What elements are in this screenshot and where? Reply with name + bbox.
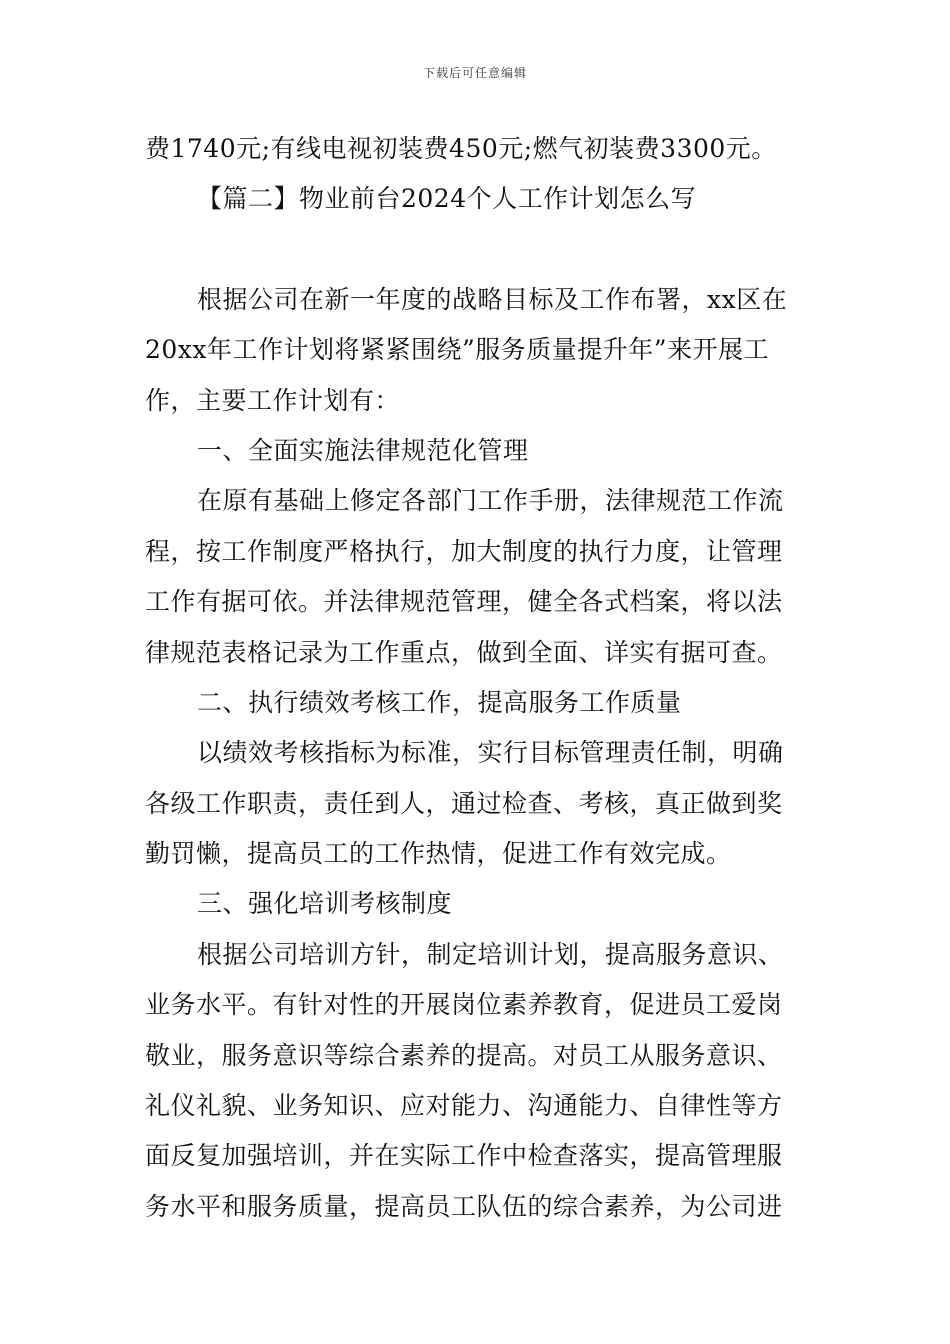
- text-line: 务水平和服务质量，提高员工队伍的综合素养，为公司进: [145, 1191, 783, 1221]
- text-line: 敬业，服务意识等综合素养的提高。对员工从服务意识、: [145, 1040, 783, 1070]
- section-heading: 二、执行绩效考核工作，提高服务工作质量: [197, 687, 682, 717]
- text-line: 律规范表格记录为工作重点，做到全面、详实有据可查。: [145, 637, 783, 667]
- page-header: 下载后可任意编辑: [422, 66, 527, 80]
- text-line: 业务水平。有针对性的开展岗位素养教育，促进员工爱岗: [145, 990, 783, 1020]
- document-body: [145, 124, 810, 1232]
- text-line: 工作有据可依。并法律规范管理，健全各式档案，将以法: [145, 587, 783, 617]
- section-heading: 一、全面实施法律规范化管理: [197, 435, 529, 465]
- text-line: 礼仪礼貌、业务知识、应对能力、沟通能力、自律性等方: [145, 1091, 783, 1121]
- text-line: 作，主要工作计划有：: [145, 385, 401, 415]
- text-line: 20xx年工作计划将紧紧围绕”服务质量提升年”来开展工: [145, 335, 770, 365]
- text-line: 以绩效考核指标为标准，实行目标管理责任制，明确: [197, 738, 784, 768]
- section-heading: 三、强化培训考核制度: [197, 889, 453, 919]
- text-line: 在原有基础上修定各部门工作手册，法律规范工作流: [197, 486, 784, 516]
- text-line: 勤罚懒，提高员工的工作热情，促进工作有效完成。: [145, 839, 732, 869]
- blank-line: [145, 225, 810, 275]
- text-line: 根据公司在新一年度的战略目标及工作布署，xx区在: [197, 284, 788, 314]
- text-line: 各级工作职责，责任到人，通过检查、考核，真正做到奖: [145, 788, 783, 818]
- section-title: 【篇二】物业前台2024个人工作计划怎么写: [197, 184, 697, 214]
- text-line: 面反复加强培训，并在实际工作中检查落实，提高管理服: [145, 1141, 783, 1171]
- text-line: 费1740元;有线电视初装费450元;燃气初装费3300元。: [145, 134, 777, 163]
- text-line: 根据公司培训方针，制定培训计划，提高服务意识、: [197, 939, 784, 969]
- text-line: 程，按工作制度严格执行，加大制度的执行力度，让管理: [145, 536, 783, 566]
